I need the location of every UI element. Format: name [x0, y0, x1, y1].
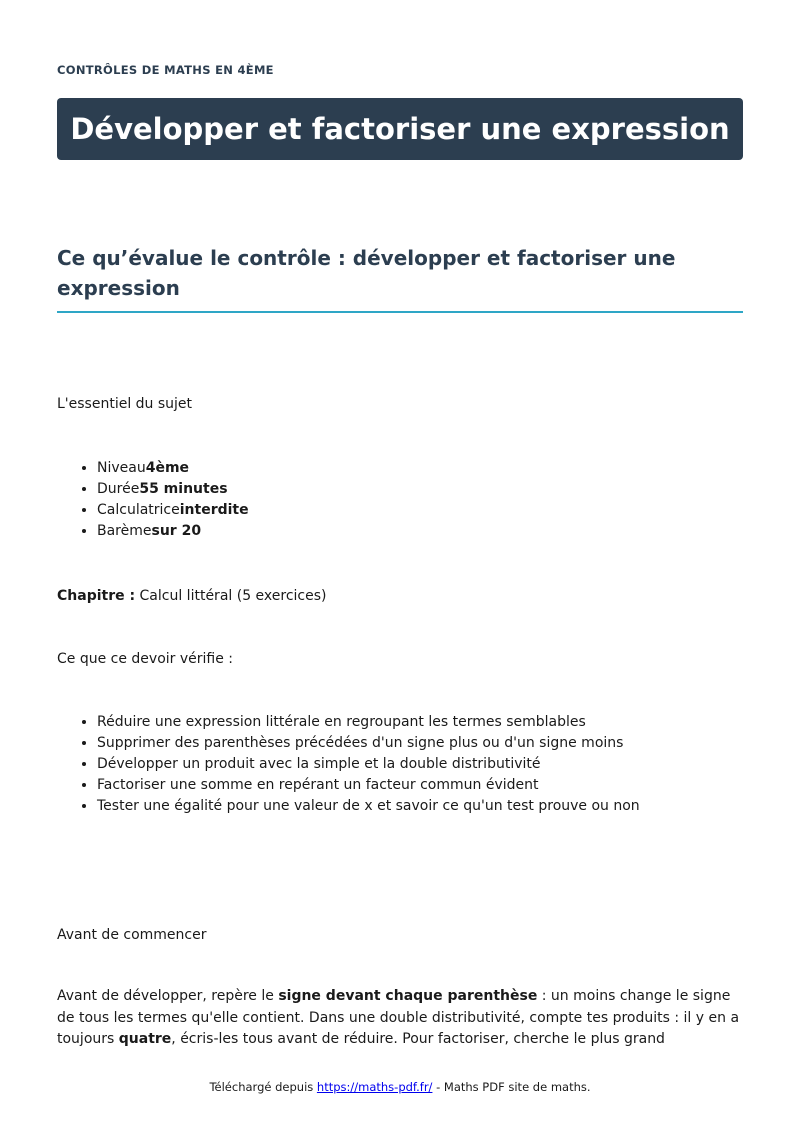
avant-text-3: , écris-les tous avant de réduire. Pour factoriser, cherche le plus grand: [171, 1031, 665, 1047]
page-title: Développer et factoriser une expression: [70, 112, 730, 146]
footer-prefix: Téléchargé depuis: [209, 1080, 317, 1094]
avant-text-1: Avant de développer, repère le: [57, 988, 279, 1004]
list-item: [97, 500, 249, 521]
chapitre-line: [57, 586, 327, 607]
avant-bold-1: signe devant chaque parenthèse: [278, 988, 538, 1004]
avant-paragraph: [57, 986, 747, 1051]
avant-label: Avant de commencer: [57, 927, 207, 943]
item-value: sur 20: [151, 523, 202, 539]
list-item: [97, 458, 249, 479]
document-kicker: CONTRÔLES DE MATHS EN 4ÈME: [57, 63, 274, 77]
list-item: [97, 521, 249, 542]
item-value: 4ème: [145, 460, 190, 476]
avant-text-2: : un moins change le signe de tous les termes qu'elle contient. Dans une double distributivité, compte tes produits : il y en a toujours: [57, 988, 740, 1047]
list-item: [97, 479, 249, 500]
list-item: • Développer un produit avec la simple et la double distributivité: [97, 754, 640, 775]
essentiel-list: [57, 458, 249, 542]
list-item: • Factoriser une somme en repérant un facteur commun évident: [97, 775, 640, 796]
footer-suffix: - Maths PDF site de maths.: [432, 1080, 591, 1094]
essentiel-label: L'essentiel du sujet: [57, 396, 193, 412]
verifie-list: [57, 712, 640, 817]
item-label: Durée: [97, 481, 140, 497]
item-value: 55 minutes: [139, 481, 228, 497]
footer-link[interactable]: https://maths-pdf.fr/: [316, 1080, 433, 1094]
item-label: Calculatrice: [97, 502, 180, 518]
section-heading: Ce qu’évalue le contrôle : développer et factoriser une expression: [57, 243, 743, 313]
item-value: interdite: [179, 502, 249, 518]
verifie-label: Ce que ce devoir vérifie :: [57, 651, 234, 667]
chapitre-value: Calcul littéral (5 exercices): [139, 588, 327, 604]
list-item: • Réduire une expression littérale en regroupant les termes semblables: [97, 712, 640, 733]
chapitre-label: Chapitre :: [57, 588, 136, 604]
avant-bold-2: quatre: [118, 1031, 172, 1047]
page-footer: [0, 1080, 800, 1094]
item-label: Niveau: [97, 460, 146, 476]
list-item: • Tester une égalité pour une valeur de x et savoir ce qu'un test prouve ou non: [97, 796, 640, 817]
title-banner: [57, 98, 743, 160]
item-label: Barème: [97, 523, 152, 539]
list-item: • Supprimer des parenthèses précédées d'un signe plus ou d'un signe moins: [97, 733, 640, 754]
